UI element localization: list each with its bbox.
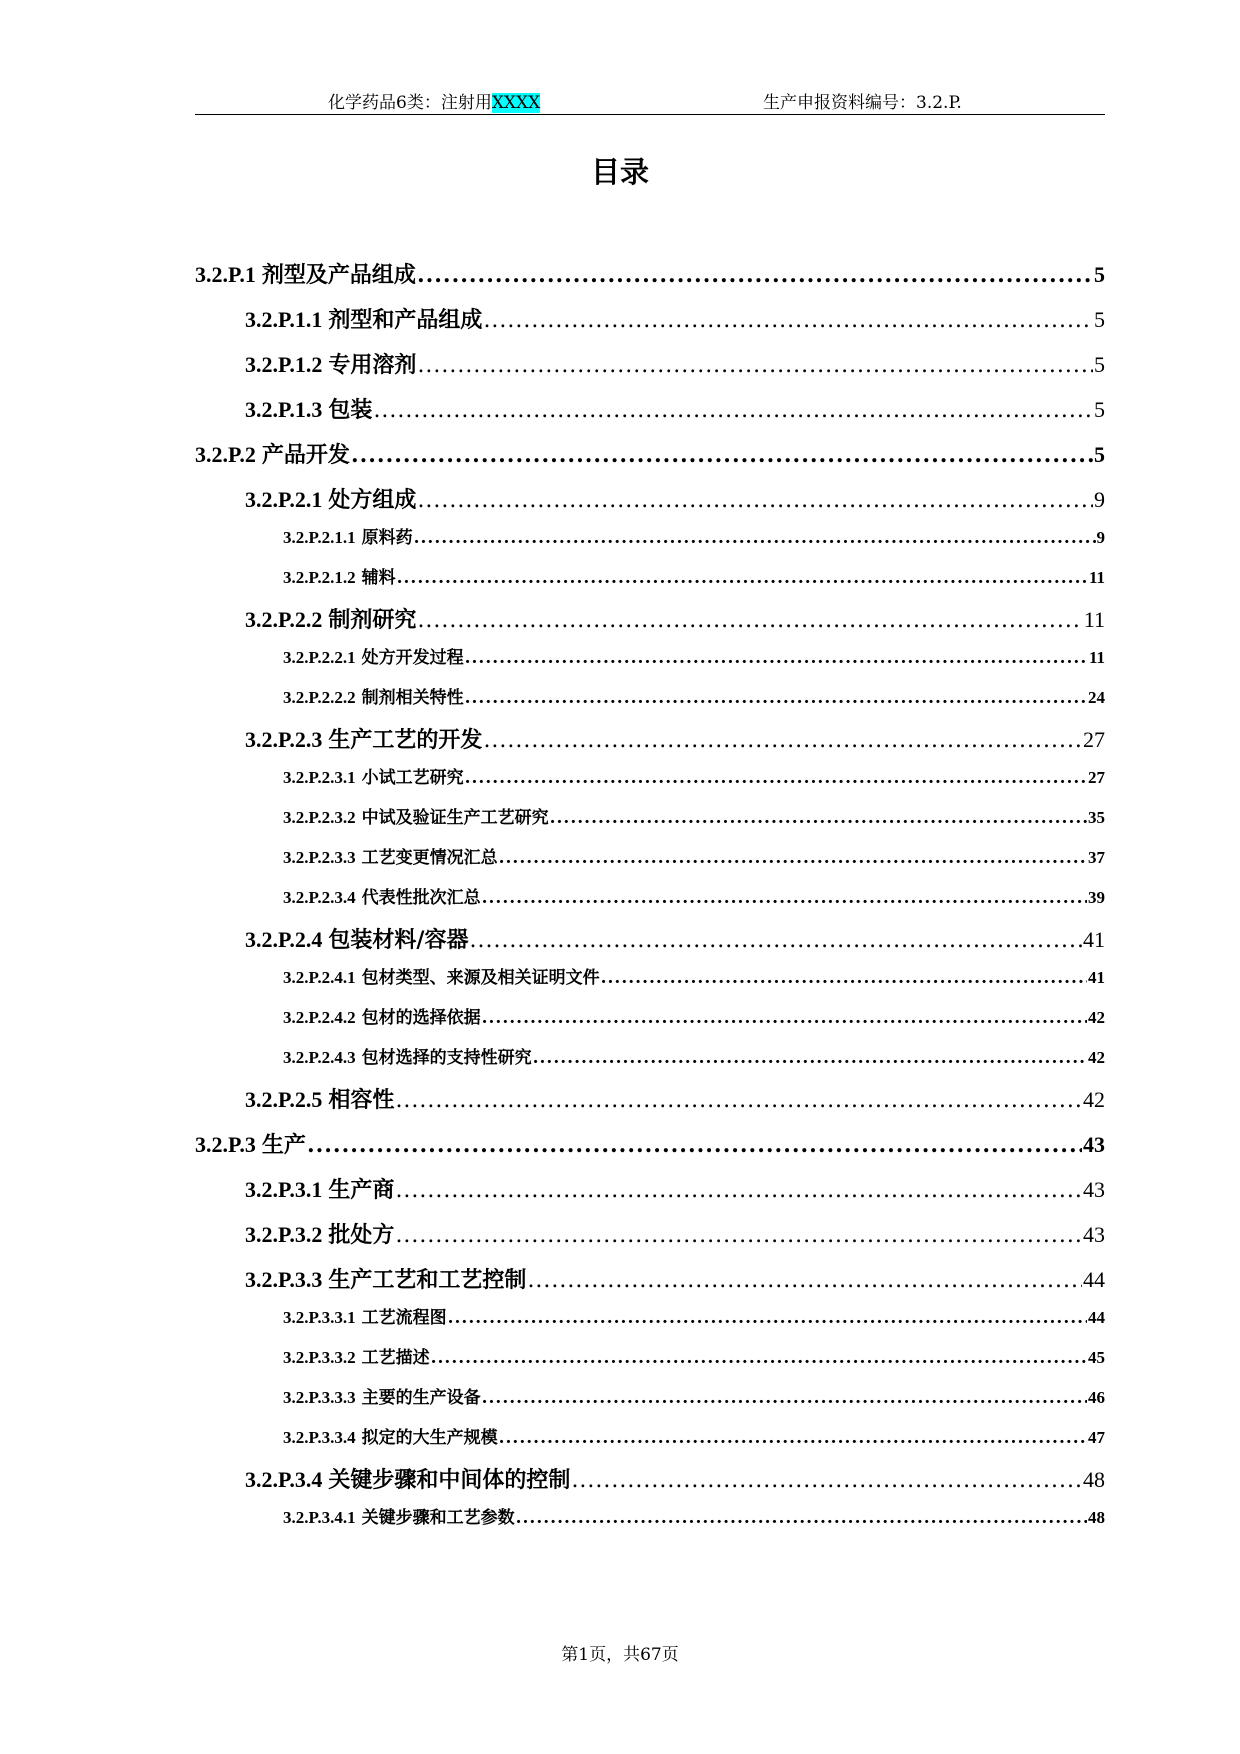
toc-entry[interactable] — [195, 1218, 1105, 1249]
toc-entry-page: 5 — [1094, 262, 1105, 287]
toc-leader-dots — [395, 1088, 1082, 1113]
toc-entry-page: 39 — [1088, 888, 1105, 907]
toc-entry-title: 包材选择的支持性研究 — [361, 1048, 532, 1068]
toc-entry-number: 3.2.P.1 — [195, 262, 256, 287]
toc-entry[interactable] — [195, 1463, 1105, 1494]
toc-entry-number: 3.2.P.3.2 — [245, 1222, 323, 1247]
toc-entry[interactable] — [195, 393, 1105, 424]
toc-entry-title: 批处方 — [328, 1222, 395, 1248]
toc-entry-title: 制剂研究 — [328, 607, 417, 633]
toc-entry-page: 45 — [1088, 1348, 1105, 1367]
toc-leader-dots — [373, 398, 1093, 423]
toc-entry-title: 关键步骤和中间体的控制 — [328, 1467, 571, 1493]
toc-entry-number: 3.2.P.3.4 — [245, 1467, 323, 1492]
toc-leader-dots — [533, 1048, 1087, 1068]
toc-entry-number: 3.2.P.1.2 — [245, 352, 323, 377]
toc-entry-page: 42 — [1083, 1087, 1105, 1112]
toc-entry[interactable] — [195, 303, 1105, 334]
toc-leader-dots — [482, 1388, 1087, 1408]
toc-entry-title: 主要的生产设备 — [361, 1388, 481, 1408]
toc-entry[interactable] — [195, 1128, 1105, 1159]
toc-entry[interactable] — [195, 883, 1105, 908]
toc-entry-page: 48 — [1083, 1467, 1105, 1492]
toc-entry-page: 27 — [1088, 768, 1105, 787]
toc-leader-dots — [397, 568, 1088, 588]
toc-entry-number: 3.2.P.2.1.1 — [283, 528, 356, 547]
toc-entry-page: 27 — [1083, 727, 1105, 752]
toc-entry-title: 辅料 — [361, 568, 396, 588]
toc-entry[interactable] — [195, 258, 1105, 289]
toc-entry[interactable] — [195, 483, 1105, 514]
toc-entry-title: 包装材料/容器 — [328, 927, 469, 953]
toc-entry-title: 工艺变更情况汇总 — [361, 848, 498, 868]
toc-leader-dots — [601, 968, 1087, 988]
toc-entry-number: 3.2.P.2.2 — [245, 607, 323, 632]
toc-leader-dots — [417, 262, 1093, 288]
toc-entry-page: 35 — [1088, 808, 1105, 827]
toc-leader-dots — [483, 308, 1093, 333]
toc-entry-number: 3.2.P.2.4 — [245, 927, 323, 952]
header-left — [328, 88, 540, 113]
toc-entry[interactable] — [195, 643, 1105, 668]
toc-leader-dots — [516, 1508, 1087, 1528]
toc-leader-dots — [395, 1223, 1082, 1248]
toc-leader-dots — [417, 608, 1082, 633]
toc-entry-number: 3.2.P.3.3.4 — [283, 1428, 356, 1447]
toc-entry-number: 3.2.P.2.1.2 — [283, 568, 356, 587]
toc-entry-title: 关键步骤和工艺参数 — [361, 1508, 515, 1528]
toc-entry-page: 9 — [1094, 487, 1105, 512]
toc-entry[interactable] — [195, 563, 1105, 588]
toc-entry-title: 制剂相关特性 — [361, 688, 464, 708]
toc-entry-page: 5 — [1094, 397, 1105, 422]
toc-entry[interactable] — [195, 1083, 1105, 1114]
toc-entry-page: 11 — [1088, 648, 1105, 667]
toc-entry-title: 拟定的大生产规模 — [361, 1428, 498, 1448]
toc-entry[interactable] — [195, 803, 1105, 828]
toc-entry[interactable] — [195, 723, 1105, 754]
toc-entry-title: 生产 — [261, 1132, 306, 1158]
toc-leader-dots — [465, 648, 1088, 668]
toc-entry-number: 3.2.P.3.3.1 — [283, 1308, 356, 1327]
toc-entry-page: 41 — [1088, 968, 1105, 987]
toc-entry-title: 包材类型、来源及相关证明文件 — [361, 968, 600, 988]
toc-entry-page: 11 — [1088, 568, 1105, 587]
toc-entry-page: 9 — [1096, 528, 1105, 547]
toc-entry-title: 相容性 — [328, 1087, 395, 1113]
toc-entry-number: 3.2.P.2.4.1 — [283, 968, 356, 987]
toc-entry-number: 3.2.P.1.3 — [245, 397, 323, 422]
toc-leader-dots — [550, 808, 1087, 828]
toc-entry-title: 工艺描述 — [361, 1348, 430, 1368]
toc-entry-number: 3.2.P.2 — [195, 442, 256, 467]
toc-entry[interactable] — [195, 1383, 1105, 1408]
toc-entry[interactable] — [195, 1043, 1105, 1068]
toc-entry[interactable] — [195, 1173, 1105, 1204]
toc-entry-page: 37 — [1088, 848, 1105, 867]
toc-entry-number: 3.2.P.3.1 — [245, 1177, 323, 1202]
page-header — [195, 86, 1105, 115]
toc-leader-dots — [465, 768, 1087, 788]
toc-leader-dots — [448, 1308, 1087, 1328]
toc-entry-title: 中试及验证生产工艺研究 — [361, 808, 549, 828]
toc-entry-page: 48 — [1088, 1508, 1105, 1527]
toc-entry-page: 44 — [1083, 1267, 1105, 1292]
toc-entry[interactable] — [195, 763, 1105, 788]
toc-entry-title: 生产工艺和工艺控制 — [328, 1267, 527, 1293]
toc-entry-number: 3.2.P.3 — [195, 1132, 256, 1157]
toc-leader-dots — [571, 1468, 1082, 1493]
toc-entry-number: 3.2.P.2.3.3 — [283, 848, 356, 867]
toc-leader-dots — [499, 848, 1087, 868]
toc-entry-page: 5 — [1094, 442, 1105, 467]
toc-entry-number: 3.2.P.3.3 — [245, 1267, 323, 1292]
toc-entry[interactable] — [195, 1003, 1105, 1028]
toc-entry-page: 24 — [1088, 688, 1105, 707]
toc-entry[interactable] — [195, 523, 1105, 548]
toc-entry[interactable] — [195, 1303, 1105, 1328]
toc-entry-title: 处方开发过程 — [361, 648, 464, 668]
toc-entry[interactable] — [195, 1423, 1105, 1448]
toc-entry-number: 3.2.P.3.3.2 — [283, 1348, 356, 1367]
toc-entry-page: 11 — [1083, 607, 1105, 632]
toc-leader-dots — [469, 928, 1082, 953]
toc-entry-number: 3.2.P.2.5 — [245, 1087, 323, 1112]
toc-entry[interactable] — [195, 1503, 1105, 1528]
toc-entry-page: 43 — [1083, 1222, 1105, 1247]
toc-leader-dots — [417, 353, 1093, 378]
toc-entry[interactable] — [195, 843, 1105, 868]
toc-entry-page: 42 — [1088, 1008, 1105, 1027]
toc-entry-number: 3.2.P.2.4.2 — [283, 1008, 356, 1027]
page-footer: 第1页，共67页 — [561, 1645, 679, 1665]
toc-entry-title: 生产工艺的开发 — [328, 727, 483, 753]
toc-leader-dots — [527, 1268, 1082, 1293]
toc-entry-number: 3.2.P.2.3.2 — [283, 808, 356, 827]
toc-entry-page: 46 — [1088, 1388, 1105, 1407]
toc-entry[interactable] — [195, 963, 1105, 988]
toc-leader-dots — [483, 728, 1082, 753]
toc-leader-dots — [431, 1348, 1087, 1368]
toc-entry-title: 小试工艺研究 — [361, 768, 464, 788]
toc-entry-number: 3.2.P.3.4.1 — [283, 1508, 356, 1527]
toc-entry-title: 工艺流程图 — [361, 1308, 447, 1328]
toc-leader-dots — [465, 688, 1087, 708]
toc-entry-page: 5 — [1094, 307, 1105, 332]
toc-entry[interactable] — [195, 1343, 1105, 1368]
toc-entry[interactable] — [195, 1263, 1105, 1294]
toc-entry-page: 43 — [1083, 1177, 1105, 1202]
header-drug-name-highlight: XXXX — [491, 93, 541, 113]
toc-leader-dots — [351, 442, 1093, 468]
page-title: 目录 — [590, 155, 649, 189]
toc-entry-page: 42 — [1088, 1048, 1105, 1067]
toc-entry-number: 3.2.P.2.2.2 — [283, 688, 356, 707]
toc-entry-number: 3.2.P.2.4.3 — [283, 1048, 356, 1067]
toc-leader-dots — [482, 1008, 1087, 1028]
toc-entry-title: 生产商 — [328, 1177, 395, 1203]
toc-leader-dots — [307, 1132, 1082, 1158]
header-drug-class: 化学药品6类：注射用 — [328, 93, 492, 113]
toc-entry-title: 专用溶剂 — [328, 352, 417, 378]
toc-entry-title: 包装 — [328, 397, 373, 423]
toc-entry-number: 3.2.P.2.3 — [245, 727, 323, 752]
toc-entry-page: 41 — [1083, 927, 1105, 952]
toc-entry[interactable] — [195, 923, 1105, 954]
toc-entry-page: 44 — [1088, 1308, 1105, 1327]
toc-entry[interactable] — [195, 438, 1105, 469]
toc-leader-dots — [414, 528, 1096, 548]
toc-entry-title: 包材的选择依据 — [361, 1008, 481, 1028]
toc-entry-title: 产品开发 — [261, 442, 350, 468]
toc-entry-number: 3.2.P.3.3.3 — [283, 1388, 356, 1407]
toc-leader-dots — [417, 488, 1093, 513]
toc-entry-title: 代表性批次汇总 — [361, 888, 481, 908]
toc-entry[interactable] — [195, 348, 1105, 379]
header-doc-number: 生产申报资料编号：3.2.P. — [763, 93, 962, 113]
toc-entry-title: 剂型及产品组成 — [261, 262, 416, 288]
toc-entry-number: 3.2.P.2.2.1 — [283, 648, 356, 667]
toc-leader-dots — [499, 1428, 1087, 1448]
toc-entry-page: 43 — [1083, 1132, 1105, 1157]
toc-entry-title: 原料药 — [361, 528, 413, 548]
toc-entry[interactable] — [195, 603, 1105, 634]
toc-entry-number: 3.2.P.2.1 — [245, 487, 323, 512]
toc-entry-title: 处方组成 — [328, 487, 417, 513]
toc-leader-dots — [482, 888, 1087, 908]
toc-entry-title: 剂型和产品组成 — [328, 307, 483, 333]
toc-leader-dots — [395, 1178, 1082, 1203]
toc-entry-number: 3.2.P.1.1 — [245, 307, 323, 332]
toc-entry-page: 5 — [1094, 352, 1105, 377]
toc-entry-page: 47 — [1088, 1428, 1105, 1447]
toc-entry-number: 3.2.P.2.3.4 — [283, 888, 356, 907]
toc-entry[interactable] — [195, 683, 1105, 708]
toc-entry-number: 3.2.P.2.3.1 — [283, 768, 356, 787]
